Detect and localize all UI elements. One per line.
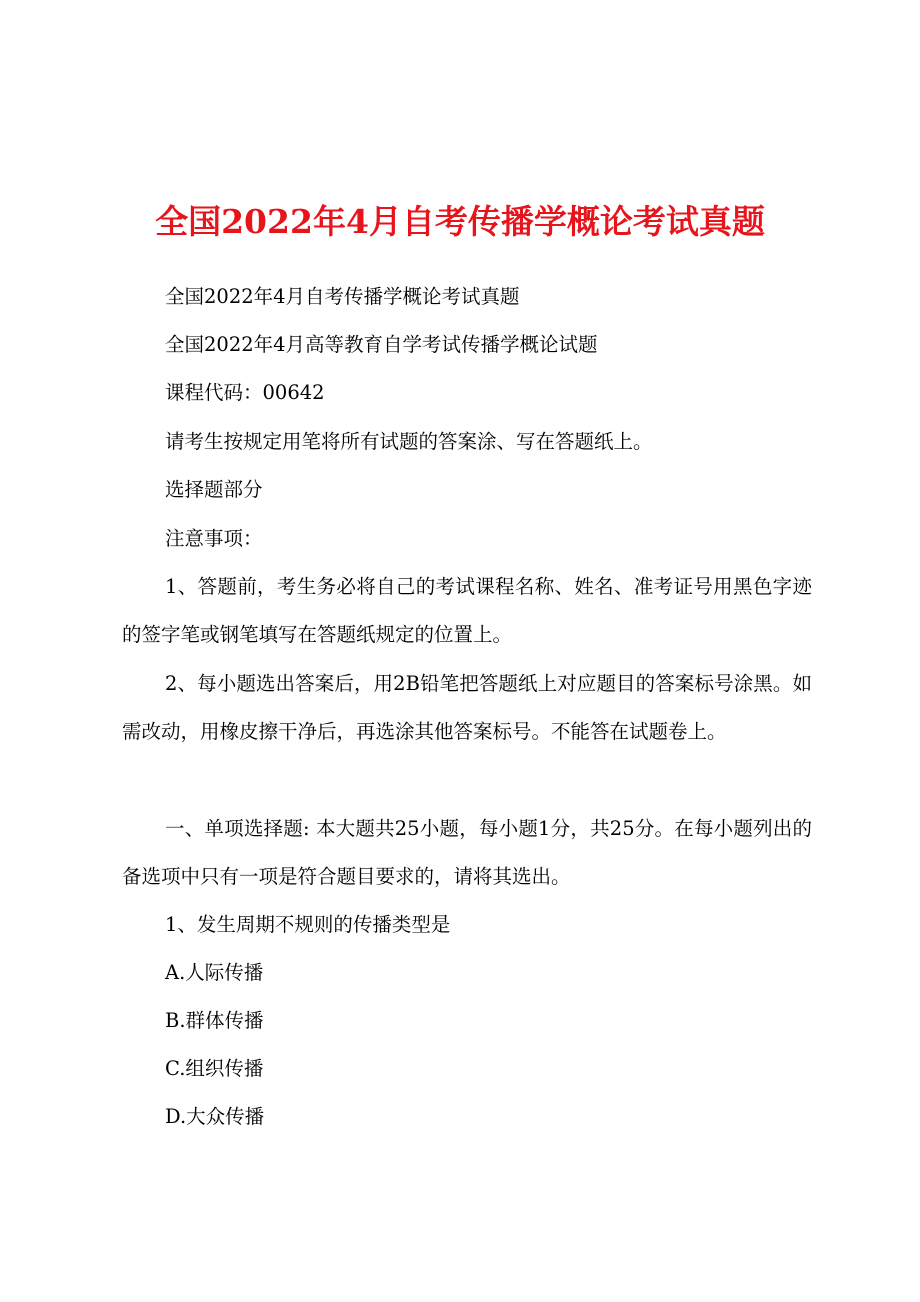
paragraph-section-one: 一、单项选择题: 本大题共25小题，每小题1分，共25分。在每小题列出的备选项中只有一项是符合题目要求的，请将其选出。 [122, 817, 812, 888]
paragraph-note-2: 2、每小题选出答案后，用2B铅笔把答题纸上对应题目的答案标号涂黑。如需改动，用橡皮擦干净后，再选涂其他答案标号。不能答在试题卷上。 [122, 672, 812, 743]
question-1-stem: 1、发生周期不规则的传播类型是 [165, 913, 451, 936]
question-1-option-d: D.大众传播 [165, 1105, 265, 1128]
paragraph-notes-heading: 注意事项： [165, 527, 263, 550]
paragraph-section-choice: 选择题部分 [165, 478, 263, 501]
question-1-option-c: C.组织传播 [165, 1057, 264, 1080]
document-title: 全国2022年4月自考传播学概论考试真题 [155, 202, 765, 241]
paragraph-course-code: 课程代码：00642 [165, 381, 325, 404]
paragraph-exam-name: 全国2022年4月高等教育自学考试传播学概论试题 [165, 333, 598, 356]
paragraph-instruction: 请考生按规定用笔将所有试题的答案涂、写在答题纸上。 [165, 430, 653, 453]
question-1-option-a: A.人际传播 [165, 961, 264, 984]
question-1-option-b: B.群体传播 [165, 1009, 264, 1032]
paragraph-note-1: 1、答题前，考生务必将自己的考试课程名称、姓名、准考证号用黑色字迹的签字笔或钢笔填写在答题纸规定的位置上。 [122, 575, 812, 646]
paragraph-repeat-title: 全国2022年4月自考传播学概论考试真题 [165, 285, 520, 308]
